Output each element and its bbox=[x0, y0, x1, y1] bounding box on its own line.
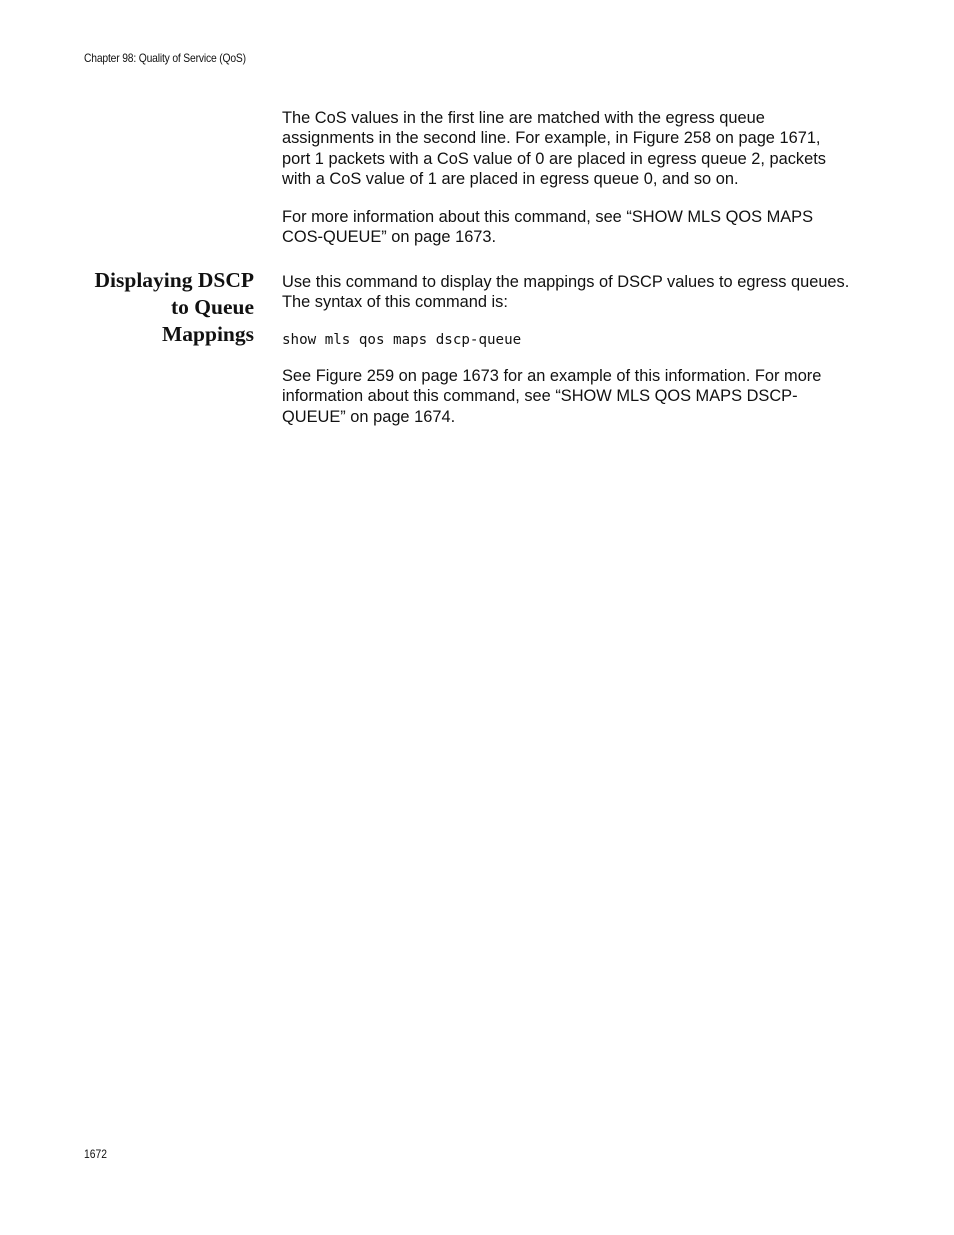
page-number: 1672 bbox=[84, 1147, 107, 1161]
more-info-cos-paragraph: For more information about this command, see “SHOW MLS QOS MAPS COS-QUEUE” on page 1673. bbox=[282, 208, 814, 247]
section-heading-displaying-dscp bbox=[60, 267, 254, 348]
more-info-cos-paragraph-block bbox=[282, 207, 852, 248]
running-header: Chapter 98: Quality of Service (QoS) bbox=[84, 51, 246, 65]
dscp-intro-paragraph: Use this command to display the mappings of DSCP values to egress queues. The syntax of this command is: bbox=[282, 273, 850, 312]
command-syntax-code: show mls qos maps dscp-queue bbox=[282, 332, 522, 348]
section-heading-line-3: Mappings bbox=[161, 322, 254, 346]
dscp-see-paragraph-block bbox=[282, 366, 852, 427]
section-heading-line-2: to Queue bbox=[170, 295, 254, 319]
dscp-intro-paragraph-block bbox=[282, 272, 852, 313]
section-heading-line-1: Displaying DSCP bbox=[94, 268, 254, 292]
cos-values-paragraph: The CoS values in the first line are matched with the egress queue assignments in the second line. For example, in Figure 258 on page 1671, port 1 packets with a CoS value of 0 are placed in egress queue 2, packets with a CoS value of 1 are placed in egress queue 0, and so on. bbox=[282, 109, 826, 189]
dscp-see-paragraph: See Figure 259 on page 1673 for an example of this information. For more information about this command, see “SHOW MLS QOS MAPS DSCP-QUEUE” on page 1674. bbox=[282, 367, 822, 426]
cos-values-paragraph-block bbox=[282, 108, 852, 190]
